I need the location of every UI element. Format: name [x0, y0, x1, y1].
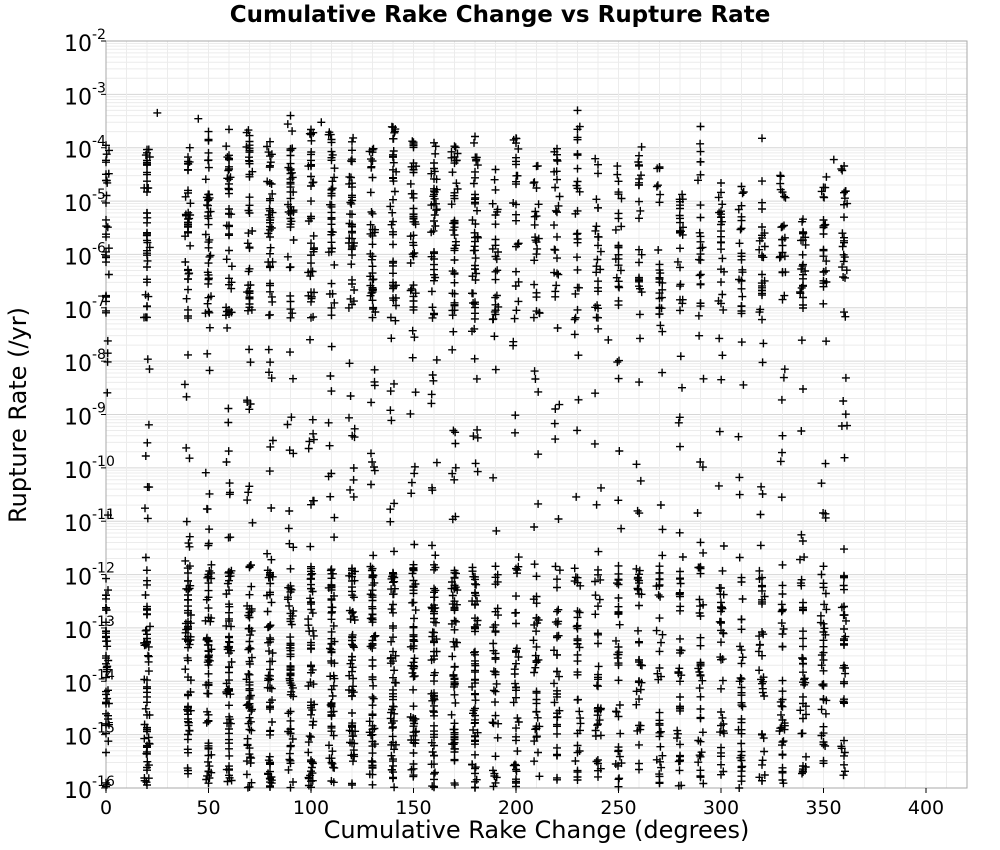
y-tick-label: 10: [64, 85, 92, 111]
y-tick-exponent: -14: [92, 667, 115, 684]
y-tick-exponent: -16: [92, 774, 115, 790]
y-tick-exponent: -12: [92, 560, 115, 577]
x-tick-label: 50: [196, 797, 221, 819]
x-tick-label: 200: [497, 797, 535, 819]
y-tick-label: 10: [64, 192, 92, 218]
y-tick-label: 10: [64, 618, 92, 644]
x-tick-label: 300: [702, 797, 740, 819]
y-tick-exponent: -9: [92, 400, 106, 417]
y-tick-label: 10: [64, 245, 92, 271]
y-tick-label: 10: [64, 458, 92, 484]
y-axis-label: Rupture Rate (/yr): [4, 307, 32, 523]
y-tick-label: 10: [64, 725, 92, 751]
x-tick-label: 150: [395, 797, 432, 819]
y-tick-label: 10: [64, 565, 92, 591]
y-tick-exponent: -2: [92, 27, 106, 43]
y-tick-exponent: -13: [92, 613, 115, 630]
y-tick-exponent: -7: [92, 293, 106, 310]
x-tick-label: 350: [805, 797, 842, 819]
y-tick-exponent: -4: [92, 133, 106, 150]
y-tick-label: 10: [64, 405, 92, 431]
y-tick-label: 10: [64, 138, 92, 164]
y-tick-exponent: -10: [92, 453, 115, 470]
y-tick-label: 10: [64, 352, 92, 378]
y-tick-exponent: -3: [92, 80, 106, 97]
x-axis-label: Cumulative Rake Change (degrees): [323, 816, 750, 844]
y-tick-exponent: -5: [92, 187, 106, 204]
x-tick-label: 0: [99, 797, 113, 819]
y-tick-label: 10: [64, 512, 92, 538]
x-tick-label: 250: [600, 797, 637, 819]
y-tick-label: 10: [64, 32, 92, 57]
y-tick-label: 10: [64, 672, 92, 698]
y-tick-label: 10: [64, 779, 92, 804]
y-tick-exponent: -11: [92, 507, 115, 524]
x-tick-label: 100: [292, 797, 330, 819]
y-tick-exponent: -8: [92, 347, 106, 364]
x-tick-label: 400: [907, 797, 945, 819]
y-tick-exponent: -6: [92, 240, 106, 257]
y-tick-label: 10: [64, 298, 92, 324]
y-tick-exponent: -15: [92, 720, 115, 737]
x-ticks: [100, 788, 944, 819]
chart-title: Cumulative Rake Change vs Rupture Rate: [229, 2, 771, 28]
